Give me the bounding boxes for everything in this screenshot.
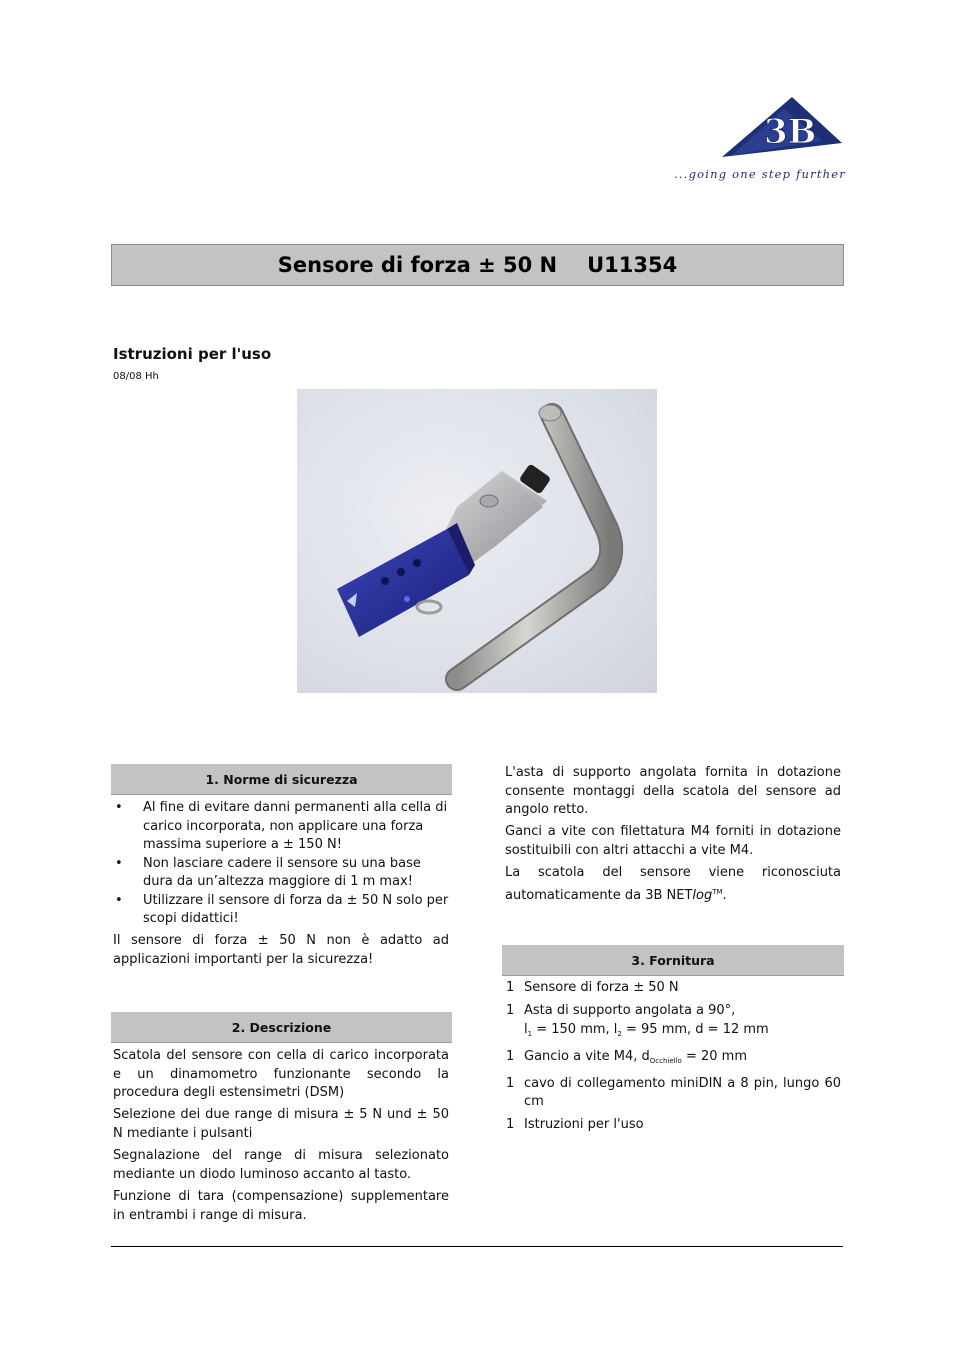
brand-logo [672, 95, 844, 185]
item-qty: 1 [506, 1048, 515, 1064]
supply-list [506, 979, 841, 1139]
description-paragraph: Segnalazione del range di misura selezionato mediante un diodo luminoso accanto al tasto. [113, 1148, 449, 1182]
item-qty: 1 [506, 1075, 515, 1091]
item-qty: 1 [506, 980, 515, 995]
list-item [506, 1116, 841, 1135]
description-paragraph: Funzione di tara (compensazione) supplementare in entrambi i range di misura. [113, 1189, 449, 1223]
item-text: Gancio a vite M4, d [524, 1048, 650, 1064]
svg-text:3B: 3B [764, 112, 817, 152]
list-item: • Non lasciare cadere il sensore su una base dura da un’altezza maggiore di 1 m max! [113, 855, 449, 892]
safety-list [113, 799, 449, 929]
item-text: = 150 mm, l [532, 1021, 618, 1037]
item-text: = 95 mm, d = 12 mm [621, 1021, 769, 1037]
section-heading-supply: 3. Fornitura [502, 945, 844, 976]
svg-text:®: ® [820, 132, 828, 141]
item-text: l [524, 1021, 528, 1037]
item-text: Asta di supporto angolata a 90°, [524, 1003, 736, 1018]
subscript: Occhiello [649, 1056, 682, 1065]
list-item: • Al fine di evitare danni permanenti alla cella di carico incorporata, non applicare una forza massima superiore a ± 150 N! [113, 799, 449, 855]
list-item: • Utilizzare il sensore di forza da ± 50 N solo per scopi didattici! [113, 892, 449, 929]
product-code: U11354 [587, 253, 678, 277]
hooks-paragraph: Ganci a vite con filettatura M4 forniti in dotazione sostituibili con altri attacchi a vite M4. [505, 824, 841, 858]
description-paragraph: Scatola del sensore con cella di carico incorporata e un dinamometro funzionante secondo la procedura degli estensimetri (DSM) [113, 1048, 449, 1100]
list-item [506, 1075, 841, 1112]
netlog-paragraph [505, 864, 841, 905]
item-text: cavo di collegamento miniDIN a 8 pin, lungo 60 cm [524, 1075, 841, 1109]
item-text: Istruzioni per l'uso [524, 1117, 644, 1132]
netlog-italic: log [692, 887, 713, 903]
item-qty: 1 [506, 1117, 515, 1132]
instructions-heading: Istruzioni per l'uso [113, 345, 272, 363]
netlog-text: La scatola del sensore viene riconosciuta automaticamente da 3B NET [505, 865, 841, 903]
item-text: Sensore di forza ± 50 N [524, 980, 679, 995]
list-item [506, 1048, 841, 1071]
section-heading-description: 2. Descrizione [111, 1012, 452, 1043]
force-sensor-illustration [297, 389, 657, 693]
logo-tagline: ...going one step further [674, 167, 846, 181]
list-item [506, 979, 841, 998]
description-paragraph: Selezione dei due range di misura ± 5 N und ± 50 N mediante i pulsanti [113, 1107, 449, 1141]
list-item [506, 1002, 841, 1043]
product-name: Sensore di forza ± 50 N [277, 253, 558, 277]
product-photo [297, 389, 657, 693]
footer-divider [111, 1246, 843, 1247]
document-title [111, 244, 844, 286]
safety-note: Il sensore di forza ± 50 N non è adatto ad applicazioni importanti per la sicurezza! [113, 933, 449, 967]
section-heading-safety: 1. Norme di sicurezza [111, 764, 452, 795]
trademark-mark: TM [712, 887, 723, 896]
item-text: = 20 mm [681, 1048, 748, 1064]
3b-triangle-logo-icon [672, 95, 844, 165]
document-date: 08/08 Hh [113, 371, 159, 382]
netlog-period: . [722, 887, 727, 903]
subscript: 1 [527, 1029, 533, 1038]
subscript: 2 [617, 1029, 622, 1038]
item-qty: 1 [506, 1003, 515, 1018]
rod-paragraph: L'asta di supporto angolata fornita in dotazione consente montaggi della scatola del sensore ad angolo retto. [505, 765, 841, 817]
